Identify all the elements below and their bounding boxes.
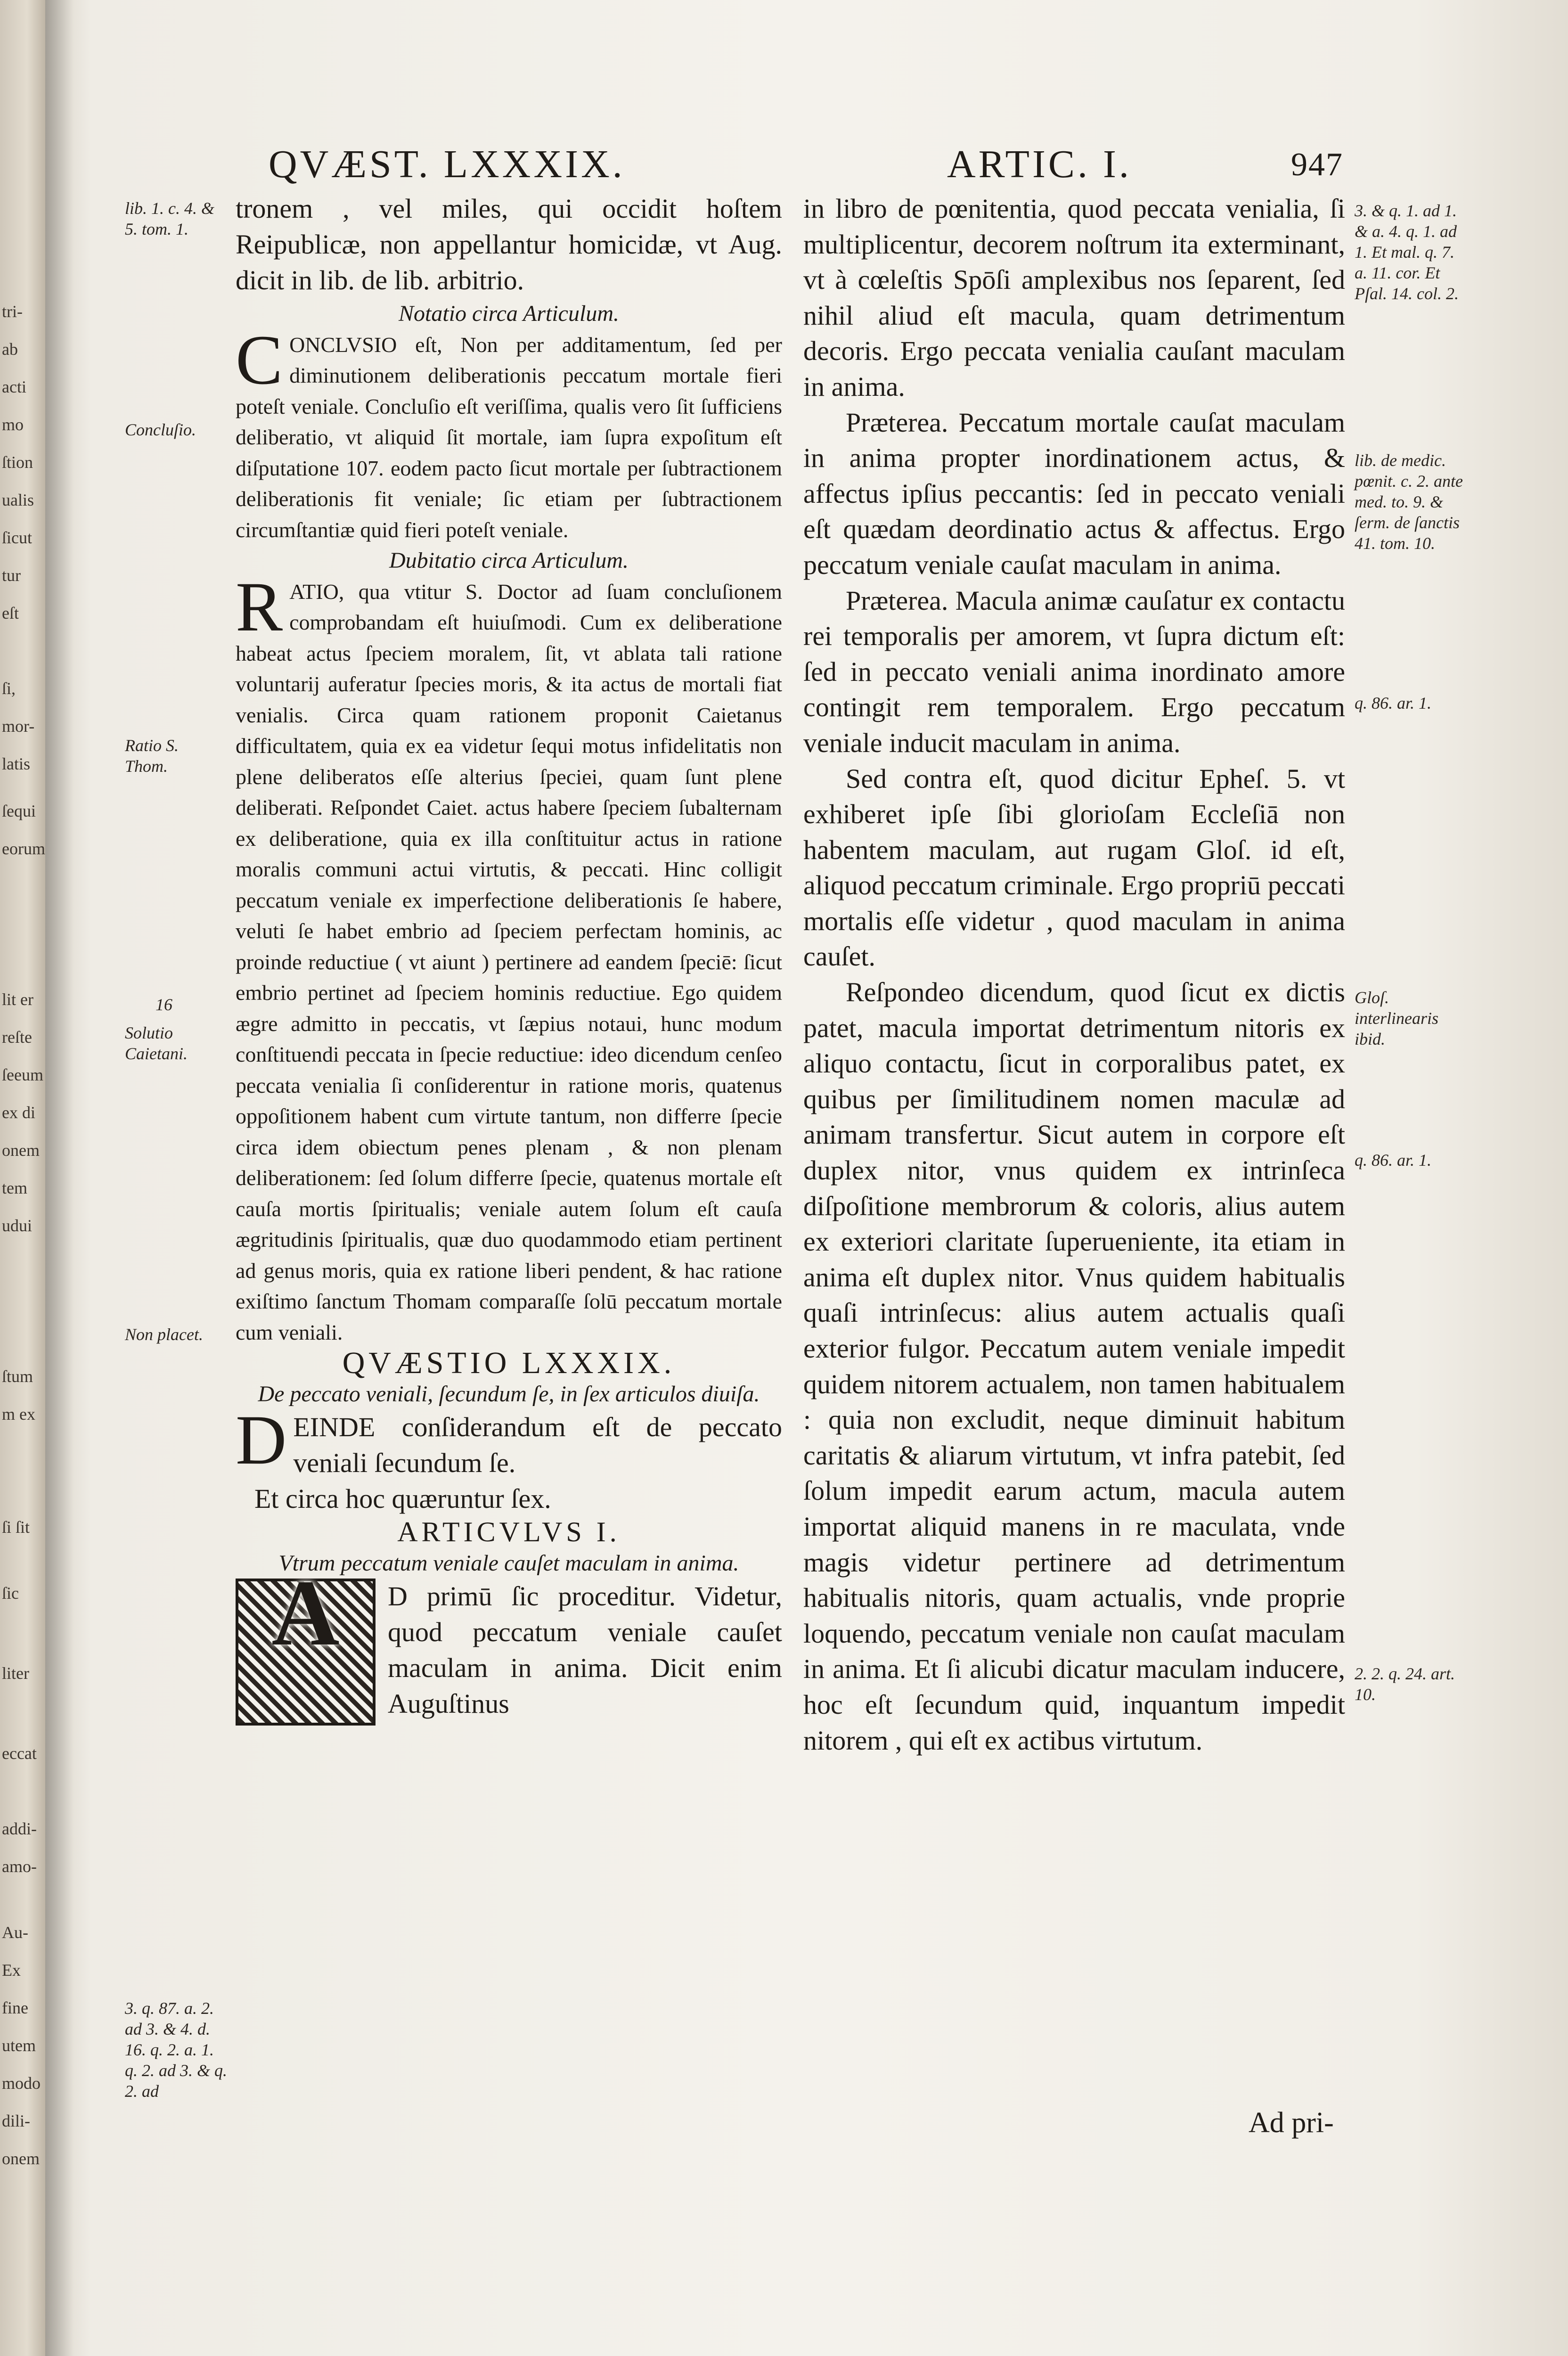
margin-note: 3. q. 87. a. 2. ad 3. & 4. d. 16. q. 2. a. 1. q. 2. ad 3. & q. 2. ad <box>125 1999 228 2101</box>
facing-fragment: modo <box>2 2074 41 2093</box>
left-column <box>236 191 782 1726</box>
dubitatio-text: ATIO, qua vtitur S. Doctor ad ſuam concluſionem comprobandam eſt huiuſmodi. Cum ex deliberatione habeat actus ſpeciem moralem, ſit, vt ablata tali ratione voluntarij auferatur ſpecies moris, & ita actus de mortali fiat venialis. Circa quam rationem proponit Caietanus difficultatem, quia ex ea videtur ſequi motus infidelitatis non plene deliberatos eſſe alterius ſpeciei, quam ſunt plene deliberati. Reſpondet Caiet. actus habere ſpeciem ſubalternam ex deliberatione, quia ex illa conſtituitur actus in ratione moralis communi actui virtutis, & peccati. Hinc colligit peccatum veniale ex imperfectione deliberationis ſe habere, veluti ſe habet embrio ad ſpeciem perfectam hominis, ac proinde reductiue ( vt aiunt ) pertinere ad eandem ſpeciē: ſicut embrio pertinet ad ſpeciem hominis reductiue. Ego quidem ægre admitto in peccatis, vt ſæpius notaui, hunc modum conſtituendi peccata in ſpecie reductiue: ideo dicendum cenſeo peccata venialia ſi conſiderentur in ratione moris, quatenus oppoſitionem habent cum virtute tantum, non differre ſpecie circa idem obiectum penes plenam , & non plenam deliberationem: ſed ſolum differre ſpecie, quatenus mortale eſt cauſa mortis ſpiritualis; veniale autem ſolum eſt cauſa ægritudinis ſpiritualis, quæ duo quodammodo etiam pertinent ad genus moris, quia ex ratione liberi pendent, & hac ratione exiſtimo ſanctum Thomam comparaſſe ſolū peccatum mortale cum veniali. <box>236 579 782 1344</box>
facing-fragment: reſte <box>2 1028 32 1047</box>
facing-fragment: ſtum <box>2 1367 33 1386</box>
gutter-shadow <box>45 0 74 2356</box>
facing-fragment: eorum <box>2 839 45 858</box>
right-paragraph: Reſpondeo dicendum, quod ſicut ex dictis patet, macula importat detrimentum nitoris ex aliquo contactu, ſicut in corporalibus patet, ex quibus per ſimilitudinem nomen maculæ ad animam transfertur. Sicut autem in corpore eſt duplex nitor, vnus quidem ex intrinſeca diſpoſitione membrorum & coloris, alius autem ex exteriori claritate ſuperueniente, ita etiam in anima eſt duplex nitor. Vnus quidem habitualis quaſi intrinſecus: alius autem actualis quaſi exterior fulgor. Peccatum autem veniale impedit quidem nitorem actualem, non tamen habitualem : quia non excludit, neque diminuit habitum caritatis & aliarum virtutum, vt infra patebit, ſed ſolum impedit earum actum, macula autem importat aliquid manens in re maculata, vnde magis videtur pertinere ad detrimentum habitualis nitoris, quam actualis, vnde proprie loquendo, peccatum veniale non cauſat maculam in anima. Et ſi alicubi dicatur maculam inducere, hoc eſt ſecundum quid, inquantum impedit nitorem , qui eſt ex actibus virtutum. <box>803 977 1345 1756</box>
facing-fragment: ſtion <box>2 453 33 472</box>
opening-paragraph: tronem , vel miles, qui occidit hoſtem Reipublicæ, non appellantur homicidæ, vt Aug. dicit in lib. de lib. arbitrio. <box>236 193 782 295</box>
facing-fragment: ſi ſit <box>2 1518 30 1537</box>
facing-fragment: Ex <box>2 1961 21 1980</box>
facing-fragment: dili- <box>2 2111 30 2130</box>
margin-note: Concluſio. <box>125 420 196 439</box>
margin-note: 3. & q. 1. ad 1. & a. 4. q. 1. ad 1. Et mal. q. 7. a. 11. cor. Et Pſal. 14. col. 2. <box>1355 201 1459 303</box>
notatio-paragraph <box>236 320 782 546</box>
facing-fragment: ſequi <box>2 802 36 820</box>
facing-fragment: acti <box>2 377 26 396</box>
right-paragraph: Sed contra eſt, quod dicitur Epheſ. 5. vt exhiberet ipſe ſibi glorioſam Eccleſiā non habentem maculam, aut rugam Gloſ. id eſt, aliquod peccatum criminale. Ergo propriū peccati mortalis eſſe videtur , quod maculam in anima cauſet. <box>803 763 1345 972</box>
quaestio-text: EINDE conſiderandum eſt de peccato veniali ſecundum ſe. <box>293 1412 782 1478</box>
page-number: 947 <box>1291 147 1343 183</box>
facing-fragment: mor- <box>2 717 35 736</box>
articulus-text: D primū ſic proceditur. Videtur, quod peccatum veniale cauſet maculam in anima. Dicit enim Auguſtinus <box>388 1581 782 1719</box>
facing-fragment: tri- <box>2 302 23 321</box>
facing-fragment: ſicut <box>2 528 32 547</box>
articulus-title: ARTICVLVS I. <box>397 1516 621 1547</box>
decorated-initial-letter: A <box>271 1561 340 1665</box>
facing-fragment: utem <box>2 2036 36 2055</box>
articulus-question: Vtrum peccatum veniale cauſet maculam in anima. <box>278 1550 739 1576</box>
margin-note: lib. 1. c. 4. & 5. tom. 1. <box>125 199 214 238</box>
quaestio-title: QVÆSTIO LXXXIX. <box>342 1346 676 1380</box>
right-paragraph: Præterea. Macula animæ cauſatur ex contactu rei temporalis per amorem, vt ſupra dictum eſt: ſed in peccato veniali anima inordinato amore contingit rem temporalem. Ergo peccatum veniale inducit maculam in anima. <box>803 585 1345 758</box>
notatio-heading: Notatio circa Articulum. <box>399 301 619 326</box>
facing-fragment: mo <box>2 415 24 434</box>
margin-note: Non placet. <box>125 1325 203 1344</box>
margin-note: 16 <box>155 995 172 1014</box>
facing-fragment: onem <box>2 1141 40 1160</box>
margin-note: Ratio S. Thom. <box>125 736 179 776</box>
right-paragraph: Præterea. Peccatum mortale cauſat maculam in anima propter inordinationem actus, & affectus ipſius peccantis: ſed in peccato veniali eſt quædam deordinatio actus & affectus. Ergo peccatum veniale cauſat maculam in anima. <box>803 407 1345 580</box>
facing-fragment: ualis <box>2 491 34 509</box>
facing-page-edge <box>0 0 45 2356</box>
margin-note: lib. de medic. pœnit. c. 2. ante med. to. 9. & ſerm. de ſanctis 41. tom. 10. <box>1355 451 1463 553</box>
notatio-text: ONCLVSIO eſt, Non per additamentum, ſed per diminutionem deliberationis peccatum mortale fieri poteſt veniale. Concluſio eſt veriſſima, qualis vero ſit ſufficiens deliberatio, vt aliquid ſit mortale, iam ſupra expoſitum eſt diſputatione 107. eodem pacto ſicut mortale per ſubtractionem deliberationis fit veniale; ſic etiam per ſubtractionem circumſtantiæ quid fieri poteſt veniale. <box>236 332 782 542</box>
facing-fragment: liter <box>2 1664 29 1683</box>
facing-fragment: eſt <box>2 604 19 622</box>
decorated-initial <box>236 1561 376 1726</box>
running-head-question: QVÆST. LXXXIX. <box>269 142 625 186</box>
margin-note: Gloſ. interlinearis ibid. <box>1355 988 1438 1048</box>
right-column <box>803 191 1345 1758</box>
margin-note: 2. 2. q. 24. art. 10. <box>1355 1664 1455 1704</box>
facing-fragment: tem <box>2 1178 27 1197</box>
catchword: Ad pri- <box>1249 2107 1334 2139</box>
dubitatio-heading: Dubitatio circa Articulum. <box>389 548 629 573</box>
facing-fragment: Au- <box>2 1923 28 1942</box>
facing-fragment: fine <box>2 1998 28 2017</box>
facing-fragment: onem <box>2 2149 40 2168</box>
margin-note: q. 86. ar. 1. <box>1355 1151 1432 1170</box>
quaestio-subtitle: De peccato veniali, ſecundum ſe, in ſex articulos diuiſa. <box>258 1381 760 1407</box>
dubitatio-dropcap: R <box>236 567 283 646</box>
quaestio-text-2: Et circa hoc quæruntur ſex. <box>254 1483 551 1514</box>
facing-fragment: ſeeum <box>2 1065 43 1084</box>
facing-fragment: lit er <box>2 990 33 1009</box>
margin-note: Solutio Caietani. <box>125 1023 188 1063</box>
running-head-article: ARTIC. I. <box>947 142 1132 186</box>
facing-fragment: m ex <box>2 1405 35 1423</box>
quaestio-paragraph <box>236 1401 782 1481</box>
facing-fragment: ab <box>2 340 18 359</box>
facing-fragment: ſi, <box>2 679 16 698</box>
right-paragraph: in libro de pœnitentia, quod peccata venialia, ſi multiplicentur, decorem noſtrum ita exterminant, vt à cœleſtis Spōſi amplexibus nos ſeparent, ſed nihil aliud eſt macula, quam detrimentum decoris. Ergo peccata venialia cauſant maculam in anima. <box>803 193 1345 402</box>
dubitatio-paragraph <box>236 567 782 1348</box>
facing-fragment: addi- <box>2 1819 37 1838</box>
notatio-dropcap: C <box>236 320 283 399</box>
facing-fragment: ex di <box>2 1103 35 1122</box>
facing-fragment: tur <box>2 566 21 585</box>
facing-fragment: latis <box>2 754 30 773</box>
facing-fragment: ſic <box>2 1584 19 1603</box>
facing-fragment: amo- <box>2 1857 37 1876</box>
facing-fragment: udui <box>2 1216 33 1235</box>
facing-fragment: eccat <box>2 1744 37 1763</box>
quaestio-dropcap: D <box>236 1401 287 1479</box>
margin-note: q. 86. ar. 1. <box>1355 694 1432 712</box>
